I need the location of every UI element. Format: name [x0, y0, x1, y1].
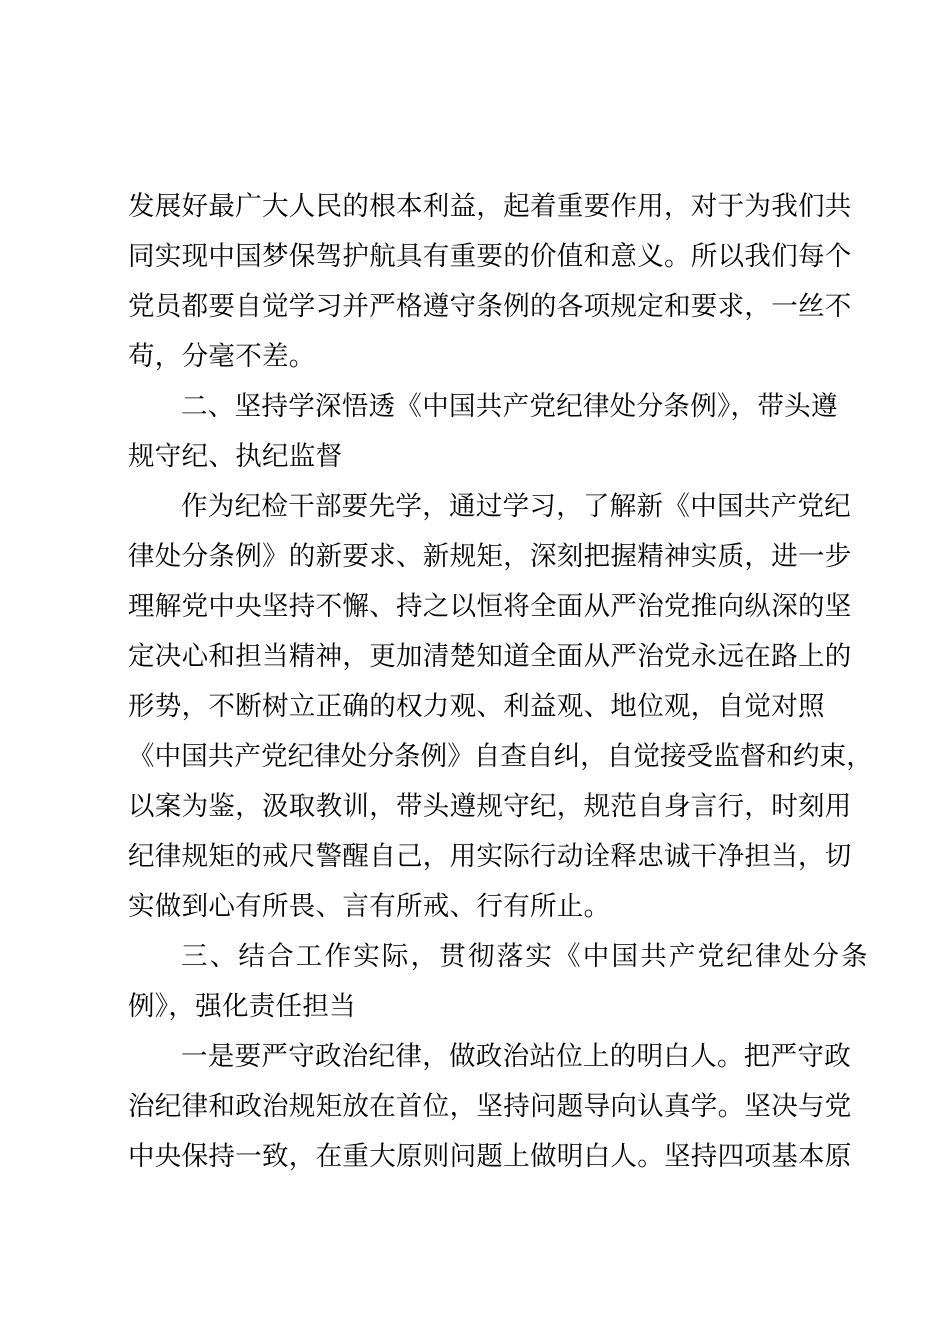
document-body	[128, 182, 873, 1182]
text-line-9: 理解党中央坚持不懈、持之以恒将全面从严治党推向纵深的坚	[128, 591, 852, 622]
text-line-14: 纪律规矩的戒尺警醒自己，用实际行动诠释忠诚干净担当，切	[128, 841, 852, 872]
text-line-12: 《中国共产党纪律处分条例》自查自纠，自觉接受监督和约束，	[128, 741, 873, 772]
text-line-10: 定决心和担当精神，更加清楚知道全面从严治党永远在路上的	[128, 641, 852, 672]
text-line-13: 以案为鉴，汲取教训，带头遵规守纪，规范自身言行，时刻用	[128, 791, 852, 822]
text-line-8: 律处分条例》的新要求、新规矩，深刻把握精神实质，进一步	[128, 541, 852, 572]
section-heading-3-line-1: 三、结合工作实际，贯彻落实《中国共产党纪律处分条	[181, 941, 870, 972]
text-line-15: 实做到心有所畏、言有所戒、行有所止。	[128, 891, 611, 922]
text-line-4: 苟，分毫不差。	[128, 341, 316, 372]
text-line-11: 形势，不断树立正确的权力观、利益观、地位观，自觉对照	[128, 691, 825, 722]
text-line-18: 一是要严守政治纪律，做政治站位上的明白人。把严守政	[181, 1041, 851, 1072]
text-line-20: 中央保持一致，在重大原则问题上做明白人。坚持四项基本原	[128, 1141, 852, 1172]
text-line-7: 作为纪检干部要先学，通过学习，了解新《中国共产党纪	[181, 491, 851, 522]
text-line-3: 党员都要自觉学习并严格遵守条例的各项规定和要求，一丝不	[128, 291, 852, 322]
text-line-19: 治纪律和政治规矩放在首位，坚持问题导向认真学。坚决与党	[128, 1091, 852, 1122]
text-line-1: 发展好最广大人民的根本利益，起着重要作用，对于为我们共	[128, 191, 852, 222]
section-heading-2-line-1: 二、坚持学深悟透《中国共产党纪律处分条例》，带头遵	[181, 391, 838, 422]
section-heading-2-line-2: 规守纪、执纪监督	[128, 441, 343, 472]
section-heading-3-line-2: 例》，强化责任担当	[128, 991, 356, 1022]
text-line-2: 同实现中国梦保驾护航具有重要的价值和意义。所以我们每个	[128, 241, 852, 272]
